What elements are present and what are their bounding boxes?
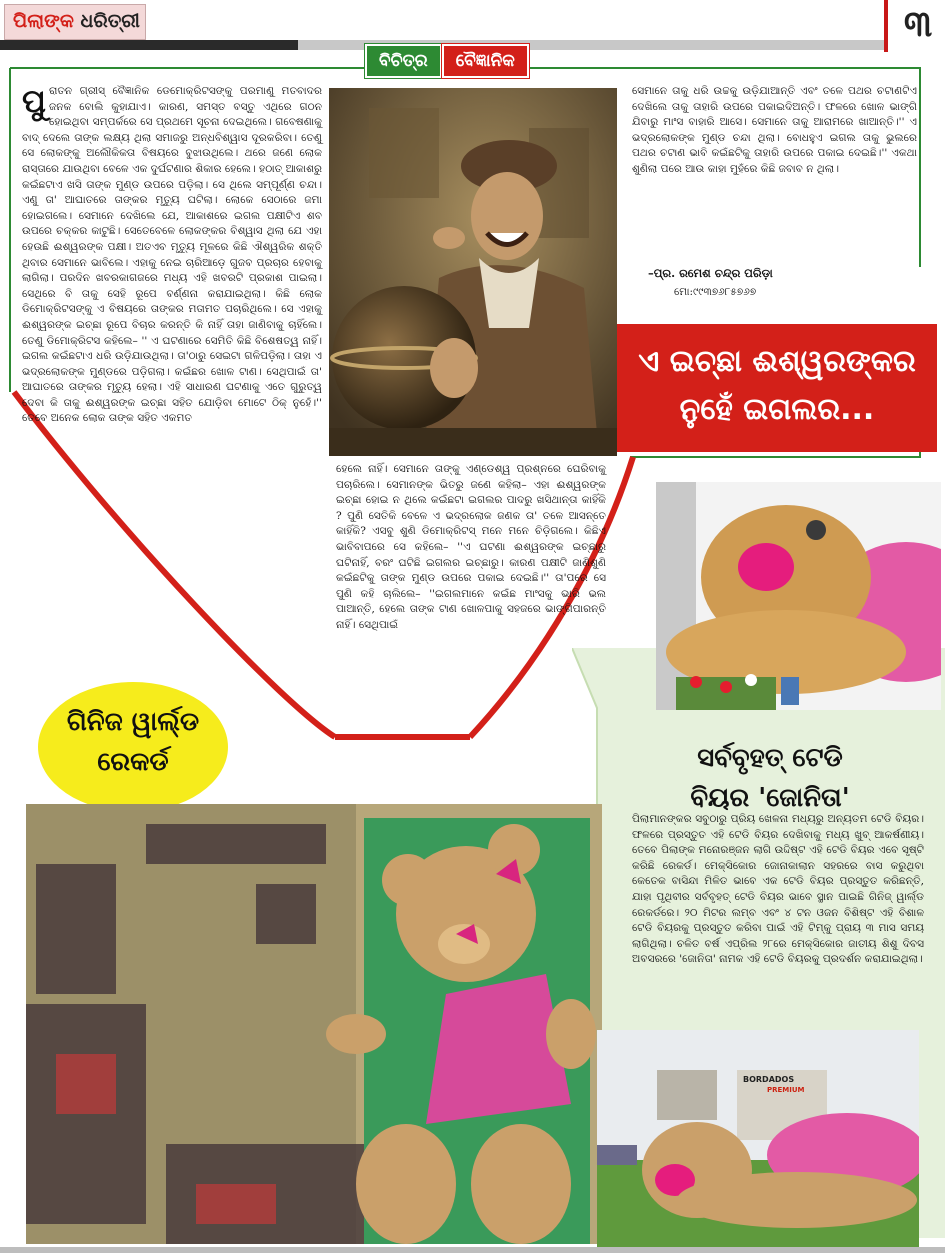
footer-rule xyxy=(0,1247,945,1253)
article-middle-column xyxy=(336,462,606,634)
drop-cap: ପୁ xyxy=(22,82,46,120)
democritus-painting xyxy=(329,88,617,456)
article-headline xyxy=(617,324,937,452)
teddy-title xyxy=(600,738,940,818)
guinness-line1: ଗିନିଜ ୱାର୍ଲ୍ଡ xyxy=(66,707,200,737)
section-tag xyxy=(365,44,529,78)
author-name: –ପ୍ର. ରମେଶ ଚନ୍ଦ୍ର ପରିଡ଼ା xyxy=(648,266,773,280)
page-number: ୩ xyxy=(903,4,933,45)
header-rule-dark xyxy=(0,40,298,50)
headline-line1: ଏ ଇଚ୍ଛା ଈଶ୍ୱରଙ୍କର xyxy=(638,344,916,379)
teddy-photo-closeup xyxy=(656,482,941,710)
teddy-aerial-photo xyxy=(26,804,602,1244)
guinness-line2: ରେକର୍ଡ xyxy=(97,747,169,777)
teddy-title-line1: ସର୍ବବୃହତ୍ ଟେଡି xyxy=(697,743,843,773)
article-right-column xyxy=(632,84,917,178)
banner-text-2: PREMIUM xyxy=(767,1086,805,1094)
article-left-column xyxy=(22,84,322,427)
headline-line2: ନୁହେଁ ଇଗଲର... xyxy=(679,392,875,427)
guinness-badge xyxy=(38,682,228,812)
section-tag-part2: ବୈଜ୍ଞାନିକ xyxy=(442,44,529,78)
author-phone: ମୋ:୯୯୩୭୬୮୫୭୬୭ xyxy=(674,286,757,298)
article-left-text: ରାତନ ଗ୍ରୀସ୍ ବୈଜ୍ଞାନିକ ଡେମୋକ୍ରିଟସଙ୍କୁ ପରମାଣୁ ମତବାଦର ଜନକ ବୋଲି କୁହାଯାଏ। କାରଣ, ସମସ୍ତ ବସ୍ତୁ ଏଥିରେ ଗଠନ ହୋଇଥିବା ସମ୍ପର୍କରେ ସେ ପ୍ରଥମେ ସୂଚନା ଦେଇଥିଲେ। ଗବେଷଣାକୁ ବାଦ୍ ଦେଲେ ତାଙ୍କ ଲକ୍ଷ୍ୟ ଥିଲା ସମାଜରୁ ଅନ୍ଧବିଶ୍ୱାସ ଦୂରକରିବା। ତେଣୁ ସେ ଲୋକଙ୍କୁ ଅଲୌକିକତା ବିଷୟରେ ବୁଝାଉଥିଲେ। ଥରେ ଜଣେ ଲୋକ ରାସ୍ତାରେ ଯାଉଥିବା ବେଳେ ଏକ ଦୁର୍ଘଟଣାର ଶିକାର ହେଲେ। ହଠାତ୍ ଆକାଶରୁ କଇଁଛଟାଏ ଖସି ତାଙ୍କ ମୁଣ୍ଡ ଉପରେ ପଡ଼ିଲା। ସେ ଥିଲେ ସମ୍ପୂର୍ଣ୍ଣ ଚନ୍ଦା। ଏଣୁ ତା' ଆଘାତରେ ତାଙ୍କର ମୃତ୍ୟୁ ଘଟିଲା। ଲୋକେ ସେଠାରେ ଜମା ହୋଇଗଲେ। ସେମାନେ ଦେଖିଲେ ଯେ, ଆକାଶରେ ଇଗଲ ପକ୍ଷୀଟିଏ ଶବ ଉପରେ ଚକ୍କର କାଟୁଛି। ସେତେବେଳେ ଲୋକଙ୍କର ବିଶ୍ୱାସ ଥିଲା ଯେ ଏହା ହେଉଛି ଈଶ୍ୱରଙ୍କ ପକ୍ଷୀ। ଅତଏବ ମୃତ୍ୟୁ ମୂଳରେ କିଛି ଐଶ୍ୱରିକ ଶକ୍ତି ଥିବାର ସେମାନେ ଭାବିଲେ। ଏହାକୁ ନେଇ ଚାରିଆଡ଼େ ଗୁଜବ ପ୍ରଚାର ହେବାକୁ ଲାଗିଲା। ପରଦିନ ଖବରକାଗଜରେ ମଧ୍ୟ ଏହି ଖବରଟି ପ୍ରକାଶ ପାଇଲା। ସେଥିରେ ବି ତାକୁ ସେହି ରୂପେ ବର୍ଣ୍ଣନା କରାଯାଇଥିଲା। କିଛି ଲୋକ ଡିମୋକ୍ରିଟସଙ୍କୁ ଏ ବିଷୟରେ ତାଙ୍କର ମତାମତ ପଚାରିଥିଲେ। ସେ ଏହାକୁ ଈଶ୍ୱରଙ୍କ ଇଚ୍ଛା ରୂପେ ବିଚାର କରନ୍ତି କି ନାହିଁ ତାହା ଜାଣିବାକୁ ଚାହିଁଲେ। ତେଣୁ ଡିମୋକ୍ରିଟସ କହିଲେ– '' ଏ ଘଟଣାରେ ସେମିତି କିଛି ବିଶେଷତ୍ୱ ନାହିଁ। ଇଗଲ କଇଁଛଟାଏ ଧରି ଉଡ଼ିଯାଉଥିଲା। ତା'ଠାରୁ ସେଇଟା ଗଳିପଡ଼ିଲା। ତାହା ଏ ଭଦ୍ରଲୋକଙ୍କ ମୁଣ୍ଡରେ ପଡ଼ିଗଲା। କଇଁଛର ଖୋଳ ଟାଣ। ସେଥିପାଇଁ ତା' ଆଘାତରେ ତାଙ୍କର ମୃତ୍ୟୁ ହେଲା। ଏହି ସାଧାରଣ ଘଟଣାକୁ ଏତେ ଗୁରୁତ୍ୱ ଦେବା କି ତାକୁ ଈଶ୍ୱରଙ୍କ ଇଚ୍ଛା ସହିତ ଯୋଡ଼ିବା ମୋଟେ ଠିକ୍ ନୁହେଁ।'' ତେବେ ଅନେକ ଲୋକ ତାଙ୍କ ସହିତ ଏକମତ xyxy=(22,85,323,425)
teddy-body: ପିଲାମାନଙ୍କର ସବୁଠାରୁ ପ୍ରିୟ ଖେଳନା ମଧ୍ୟରୁ ଅନ୍ୟତମ ଟେଡି ବିୟର। ଫଳରେ ପ୍ରସ୍ତୁତ ଏହି ଟେଡି ବିୟର ଦେଖିବାକୁ ମଧ୍ୟ ଖୁବ୍ ଆକର୍ଷଣୀୟ। ତେବେ ପିଲାଙ୍କ ମନୋରଞ୍ଜନ ଲାଗି ଉଦ୍ଦିଷ୍ଟ ଏହି ଟେଡି ବିୟର ଏବେ ସୃଷ୍ଟି କରିଛି ରେକର୍ଡ। ମେକ୍ସିକୋର ଜୋନାକାଲାନ ସହରରେ ବାସ କରୁଥିବା କେତେକ ବାସିନ୍ଦା ମିଳିତ ଭାବେ ଏକ ଟେଡି ବିୟର ପ୍ରସ୍ତୁତ କରିଛନ୍ତି, ଯାହା ପୃଥିବୀର ସର୍ବବୃହତ୍ ଟେଡି ବିୟର ଭାବେ ସ୍ଥାନ ପାଇଛି ଗିନିଜ୍ ୱାର୍ଲ୍ଡ ରେକର୍ଡରେ। ୨୦ ମିଟର ଲମ୍ବ ଏବଂ ୪ ଟନ ଓଜନ ବିଶିଷ୍ଟ ଏହି ବିଶାଳ ଟେଡି ବିୟରକୁ ପ୍ରସ୍ତୁତ କରିବା ପାଇଁ ଏହି ଟିମ୍‌କୁ ପ୍ରାୟ ୩ ମାସ ସମୟ ଲାଗିଥିଲା। ଚଳିତ ବର୍ଷ ଏପ୍ରିଲ ୨୮ରେ ମେକ୍ସିକୋର ଜାତୀୟ ଶିଶୁ ଦିବସ ଅବସରରେ 'ଜୋନିତା' ନାମକ ଏହି ଟେଡି ବିୟରକୁ ପ୍ରଦର୍ଶନ କରାଯାଇଥିଲା। xyxy=(632,813,924,966)
masthead-title: ପିଲାଙ୍କ ଧରିତ୍ରୀ xyxy=(13,10,140,32)
section-tag-part1: ବିଚିତ୍ର xyxy=(365,44,442,78)
masthead xyxy=(4,4,146,40)
header-divider xyxy=(884,0,888,52)
banner-text-1: BORDADOS xyxy=(743,1075,795,1084)
teddy-title-line2: ବିୟର 'ଜୋନିତା' xyxy=(690,783,850,813)
teddy-photo-street xyxy=(597,1030,919,1250)
article-middle-text: ହେଲେ ନାହିଁ। ସେମାନେ ତାଙ୍କୁ ଏଣ୍ଡେଶ୍ୱ ପ୍ରଶ୍ନରେ ଘେରିବାକୁ ପଚାରିଲେ। ସେମାନଙ୍କ ଭିତରୁ ଜଣେ କହିଲା– ଏହା ଈଶ୍ୱରଙ୍କ ଇଚ୍ଛା ହୋଇ ନ ଥିଲେ କଇଁଛଟା ଇଗଲର ପାଦରୁ ଖସିଥାନ୍ତା କାହିଁକି ? ପୁଣି ସେତିକି ବେଳେ ଏ ଭଦ୍ରଲୋକ ଜଣକ ତା' ତଳେ ଆସନ୍ତେ କାହିଁକି? ଏସବୁ ଶୁଣି ଡିମୋକ୍ରିଟସ୍ ମନେ ମନେ ଚିଡ଼ିଗଲେ। କିଛିଏ ଭାବିବାପରେ ସେ କହିଲେ– ''ଏ ଘଟଣା ଈଶ୍ୱରଙ୍କ ଇଚ୍ଛାରୁ ଘଟିନାହିଁ, ବରଂ ଘଟିଛି ଇଗଲର ଇଚ୍ଛାରୁ। କାରଣ ପକ୍ଷୀଟି ଜାଣିଶୁଣି କଇଁଛଟିକୁ ତାଙ୍କ ମୁଣ୍ଡ ଉପରେ ପକାଇ ଦେଇଛି।'' ତା'ପରେ ସେ ପୁଣି କହି ଚାଲିଲେ– ''ଇଗଲମାନେ କଇଁଛ ମାଂସକୁ ଭାରି ଭଲ ପାଆନ୍ତି, ହେଲେ ତାଙ୍କ ଟାଣ ଖୋଳପାକୁ ସହଜରେ ଭାଙ୍ଗିପାରନ୍ତି ନାହିଁ। ସେଥିପାଇଁ xyxy=(336,463,606,631)
article-right-text: ସେମାନେ ତାକୁ ଧରି ଉଚ୍ଚକୁ ଉଡ଼ିଯାଆନ୍ତି ଏବଂ ତଳେ ପଥର ଚଟାଣଟିଏ ଦେଖିଲେ ତାକୁ ତାହାରି ଉପରେ ପକାଇଦିଅନ୍ତି। ଫଳରେ ଖୋଳ ଭାଙ୍ଗି ଯିବାରୁ ମାଂସ ବାହାରି ଆସେ। ସେମାନେ ତାକୁ ଆରାମରେ ଖାଆନ୍ତି।'' ଏ ଭଦ୍ରଲୋକଙ୍କ ମୁଣ୍ଡ ଚନ୍ଦା ଥିଲା। ବୋଧହୁଏ ଇଗଲ ତାକୁ ଭୁଲରେ ପଥର ଚଟାଣ ଭାବି କଇଁଛଟିକୁ ତାହାରି ଉପରେ ପକାଇ ଦେଇଛି।'' ଏକଥା ଶୁଣିଲା ପରେ ଆଉ କାହା ମୁହଁରେ କିଛି ଜବାବ ନ ଥିଲା। xyxy=(632,85,917,175)
